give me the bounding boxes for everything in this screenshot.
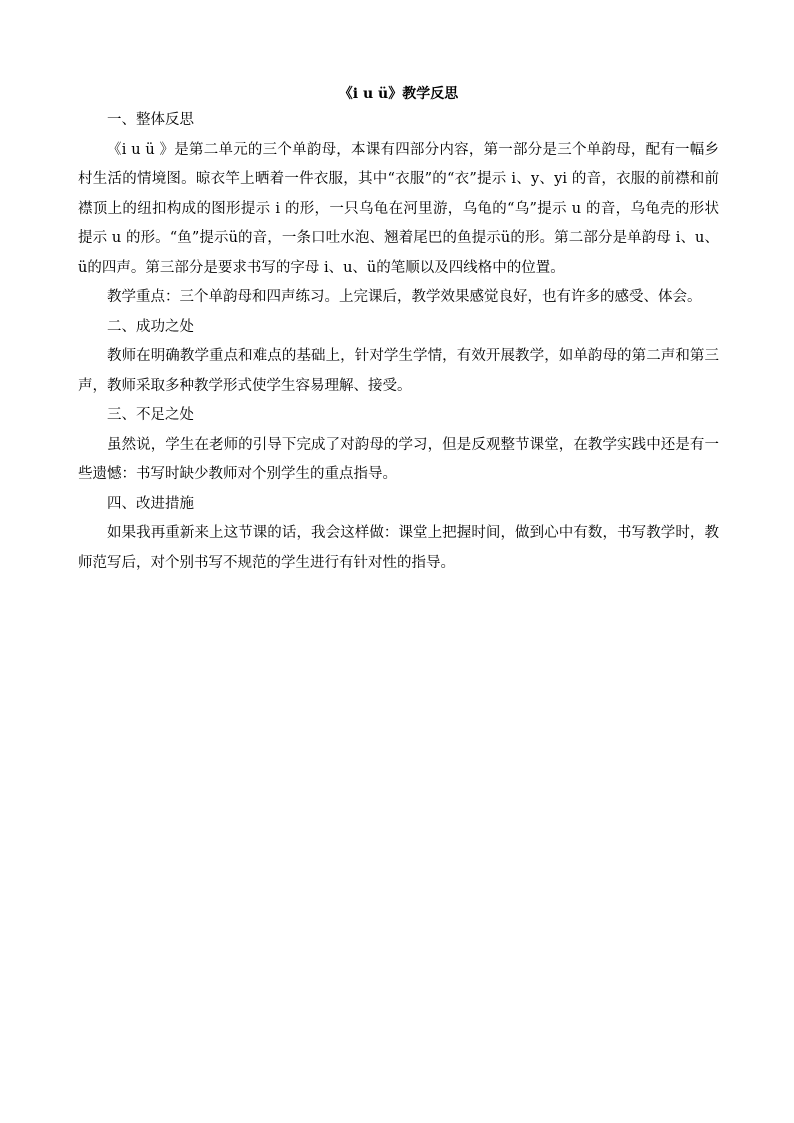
section-heading: 三、不足之处 <box>107 407 194 423</box>
section-paragraph: 如果我再重新来上这节课的话，我会这样做：课堂上把握时间，做到心中有数，书写教学时，教师范写后，对个别书写不规范的学生进行有针对性的指导。 <box>78 525 719 571</box>
section-paragraph: 虽然说，学生在老师的引导下完成了对韵母的学习，但是反观整节课堂，在教学实践中还是有一些遗憾：书写时缺少教师对个别学生的重点指导。 <box>78 436 719 482</box>
section-paragraph: 《i u ü 》是第二单元的三个单韵母，本课有四部分内容，第一部分是三个单韵母，配有一幅乡村生活的情境图。晾衣竿上晒着一件衣服，其中“衣服”的“衣”提示 i、y、yi 的音，衣服的前襟和前襟顶上的纽扣构成的图形提示 i 的形，一只乌龟在河里游，乌龟的“乌”提示 u 的音，乌龟壳的形状提示 u 的形。“鱼”提示ü的音，一条口吐水泡、翘着尾巴的鱼提示ü的形。第二部分是单韵母 i、u、ü的四声。第三部分是要求书写的字母 i、u、ü的笔顺以及四线格中的位置。 <box>78 141 719 276</box>
section-paragraph: 教学重点：三个单韵母和四声练习。上完课后，教学效果感觉良好，也有许多的感受、体会。 <box>107 289 702 305</box>
section-heading: 二、成功之处 <box>107 318 194 335</box>
section-paragraph: 教师在明确教学重点和难点的基础上，针对学生学情，有效开展教学，如单韵母的第二声和第三声，教师采取多种教学形式使学生容易理解、接受。 <box>78 348 719 394</box>
section-successes <box>78 313 719 402</box>
document-page <box>78 82 719 578</box>
section-improvements <box>78 490 719 579</box>
section-heading: 一、整体反思 <box>107 112 194 128</box>
document-title: 《i u ü》教学反思 <box>338 86 459 102</box>
section-shortcomings <box>78 401 719 490</box>
section-overall-reflection <box>78 106 719 313</box>
section-heading: 四、改进措施 <box>107 495 194 512</box>
